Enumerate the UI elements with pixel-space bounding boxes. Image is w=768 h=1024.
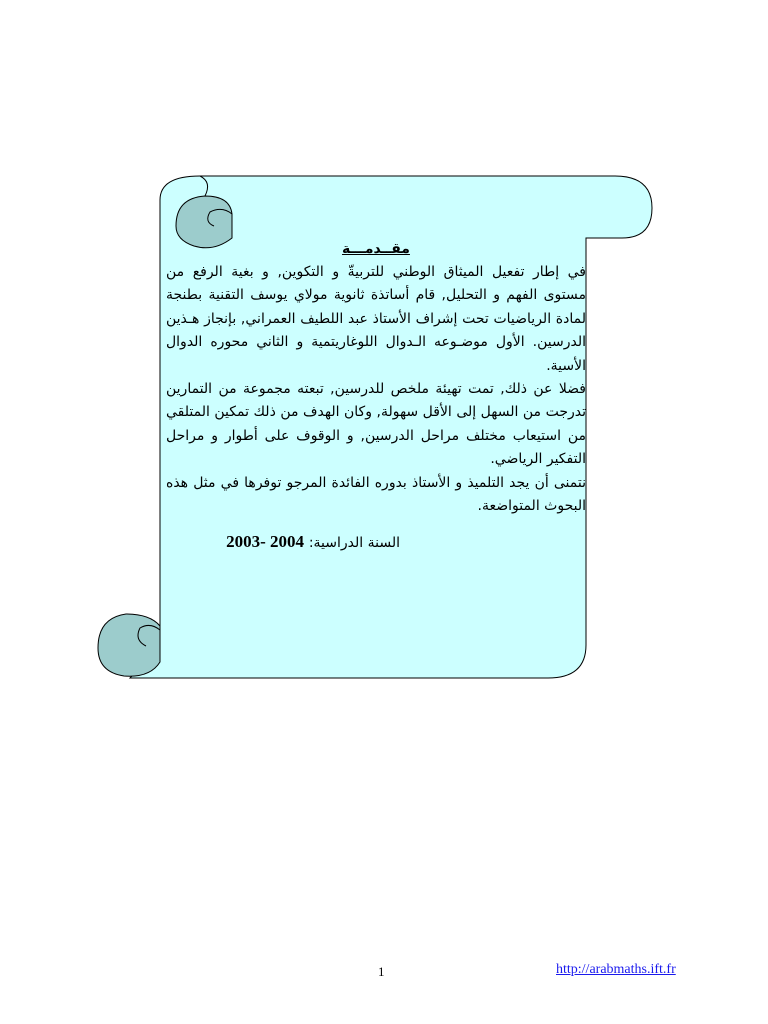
scroll-title: مقــدمـــة: [342, 241, 410, 257]
paragraph-2: فضلا عن ذلك, تمت تهيئة ملخص للدرسين, تبعته مجموعة من التمارين تدرجت من السهل إلى الأقل سهولة, وكان الهدف من ذلك تمكين المتلقي من استيعاب مختلف مراحل الدرسين, و الوقوف على أطوار و مراحل التفكير الرياضي.: [166, 381, 586, 468]
footer-link[interactable]: http://arabmaths.ift.fr: [556, 962, 676, 977]
paragraph-1: في إطار تفعيل الميثاق الوطني للتربيةّ و التكوين, و بغية الرفع من مستوى الفهم و التحليل, قام أساتذة ثانوية مولاي يوسف التقنية بطنجة لمادة الرياضيات تحت إشراف الأستاذ عبد اللطيف العمراني, بإنجاز هـذين الدرسين. الأول موضـوعه الـدوال اللوغاريتمية و الثاني محوره الدوال الأسية.: [166, 264, 586, 374]
scroll-content: [166, 238, 586, 518]
paragraph-3: نتمنى أن يجد التلميذ و الأستاذ بدوره الفائدة المرجو توفرها في مثل هذه البحوث المتواضعة.: [166, 474, 586, 515]
intro-paragraphs: [166, 261, 586, 518]
school-year-value: 2003- 2004: [226, 532, 305, 551]
school-year-label: السنة الدراسية:: [308, 535, 400, 551]
bottom-curl: [98, 614, 160, 676]
page-number: 1: [378, 964, 385, 979]
school-year-line: [190, 532, 400, 552]
